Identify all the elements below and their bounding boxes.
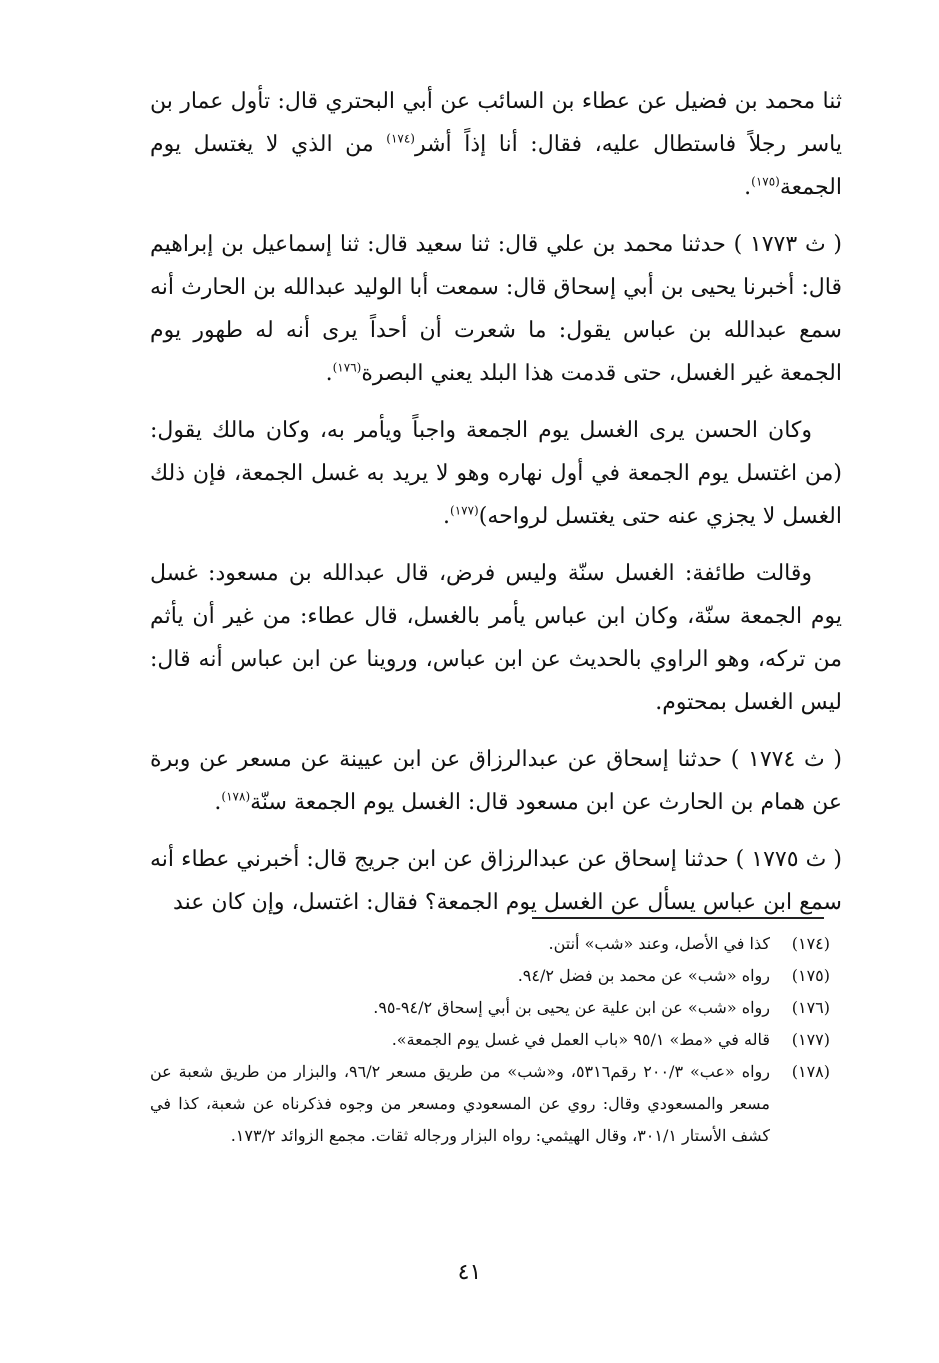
footnote-text: رواه «عب» ٢٠٠/٣ رقم٥٣١٦، و«شب» من طريق مسعر ٩٦/٢، والبزار من طريق شعبة عن مسعر والمسعودي وقال: روي عن المسعودي ومسعر من وجوه فذكرناه عن شعبة، كذا في كشف الأستار ٣٠١/١، وقال الهيثمي: رواه البزار ورجاله ثقات. مجمع الزوائد ١٧٣/٢. xyxy=(150,1062,771,1145)
paragraph-text: ( ث ١٧٧٤ ) حدثنا إسحاق عن عبدالرزاق عن ابن عيينة عن مسعر عن وبرة عن همام بن الحارث عن ابن مسعود قال: الغسل يوم الجمعة سنّة xyxy=(150,747,842,815)
footnotes xyxy=(150,928,830,1152)
paragraph-text: . xyxy=(214,790,222,815)
footnote-number: (١٧٥) xyxy=(791,966,830,985)
paragraph xyxy=(150,552,842,724)
footnote-number: (١٧٦) xyxy=(791,998,830,1017)
footnote-text: رواه «شب» عن ابن علية عن يحيى بن أبي إسحاق ٩٤/٢-٩٥. xyxy=(373,998,770,1017)
paragraph-text: ثنا محمد بن فضيل عن عطاء بن السائب عن أبي البحتري قال: تأول عمار بن ياسر رجلاً فاستطال عليه، فقال: أنا إذاً أشر xyxy=(150,89,843,157)
paragraph xyxy=(150,838,842,924)
footnote xyxy=(150,1024,830,1056)
footnote xyxy=(150,1056,830,1152)
footnote-divider xyxy=(532,917,824,919)
paragraph xyxy=(150,409,842,538)
page-number: ٤١ xyxy=(457,1260,482,1285)
paragraph-text: ( ث ١٧٧٥ ) حدثنا إسحاق عن عبدالرزاق عن ابن جريج قال: أخبرني عطاء أنه سمع ابن عباس يسأل عن الغسل يوم الجمعة؟ فقال: اغتسل، وإن كان عند xyxy=(150,847,842,915)
footnote-number: (١٧٨) xyxy=(791,1062,830,1081)
footnote-number: (١٧٤) xyxy=(791,934,830,953)
paragraph-text: من الذي لا يغتسل يوم الجمعة xyxy=(150,132,842,200)
footnote-number: (١٧٧) xyxy=(791,1030,830,1049)
paragraph-text: وكان الحسن يرى الغسل يوم الجمعة واجباً ويأمر به، وكان مالك يقول: (من اغتسل يوم الجمعة في أول نهاره وهو لا يريد به غسل الجمعة، فإن ذلك الغسل لا يجزي عنه حتى يغتسل لرواحه) xyxy=(150,418,842,529)
paragraph-text: . xyxy=(744,175,752,200)
footnote-ref: (١٧٨) xyxy=(221,789,251,804)
footnote-ref: (١٧٧) xyxy=(450,503,479,518)
paragraph xyxy=(150,738,842,824)
paragraph xyxy=(150,80,842,209)
footnote-text: قاله في «مط» ٩٥/١ «باب العمل في غسل يوم الجمعة». xyxy=(391,1030,770,1049)
paragraph-text: وقالت طائفة: الغسل سنّة وليس فرض، قال عبدالله بن مسعود: غسل يوم الجمعة سنّة، وكان ابن عباس يأمر بالغسل، قال عطاء: من غير أن يأثم من تركه، وهو الراوي بالحديث عن ابن عباس، وروينا عن ابن عباس أنه قال: ليس الغسل بمحتوم. xyxy=(150,561,842,715)
footnote xyxy=(150,992,830,1024)
footnote-ref: (١٧٤) xyxy=(386,131,415,146)
footnote xyxy=(150,960,830,992)
paragraph-text: . xyxy=(443,504,451,529)
footnote xyxy=(150,928,830,960)
paragraph xyxy=(150,223,842,395)
paragraph-text: ( ث ١٧٧٣ ) حدثنا محمد بن علي قال: ثنا سعيد قال: ثنا إسماعيل بن إبراهيم قال: أخبرنا يحيى بن أبي إسحاق قال: سمعت أبا الوليد عبدالله بن الحارث أنه سمع عبدالله بن عباس يقول: ما شعرت أن أحداً يرى أنه له طهور يوم الجمعة غير الغسل، حتى قدمت هذا البلد يعني البصرة xyxy=(150,232,842,386)
footnote-text: كذا في الأصل، وعند «شب» أنتن. xyxy=(548,934,770,953)
paragraph-text: . xyxy=(325,361,333,386)
footnote-ref: (١٧٦) xyxy=(332,360,362,375)
footnote-ref: (١٧٥) xyxy=(751,174,780,189)
main-text xyxy=(150,80,842,938)
footnote-text: رواه «شب» عن محمد بن فضل ٩٤/٢. xyxy=(517,966,770,985)
